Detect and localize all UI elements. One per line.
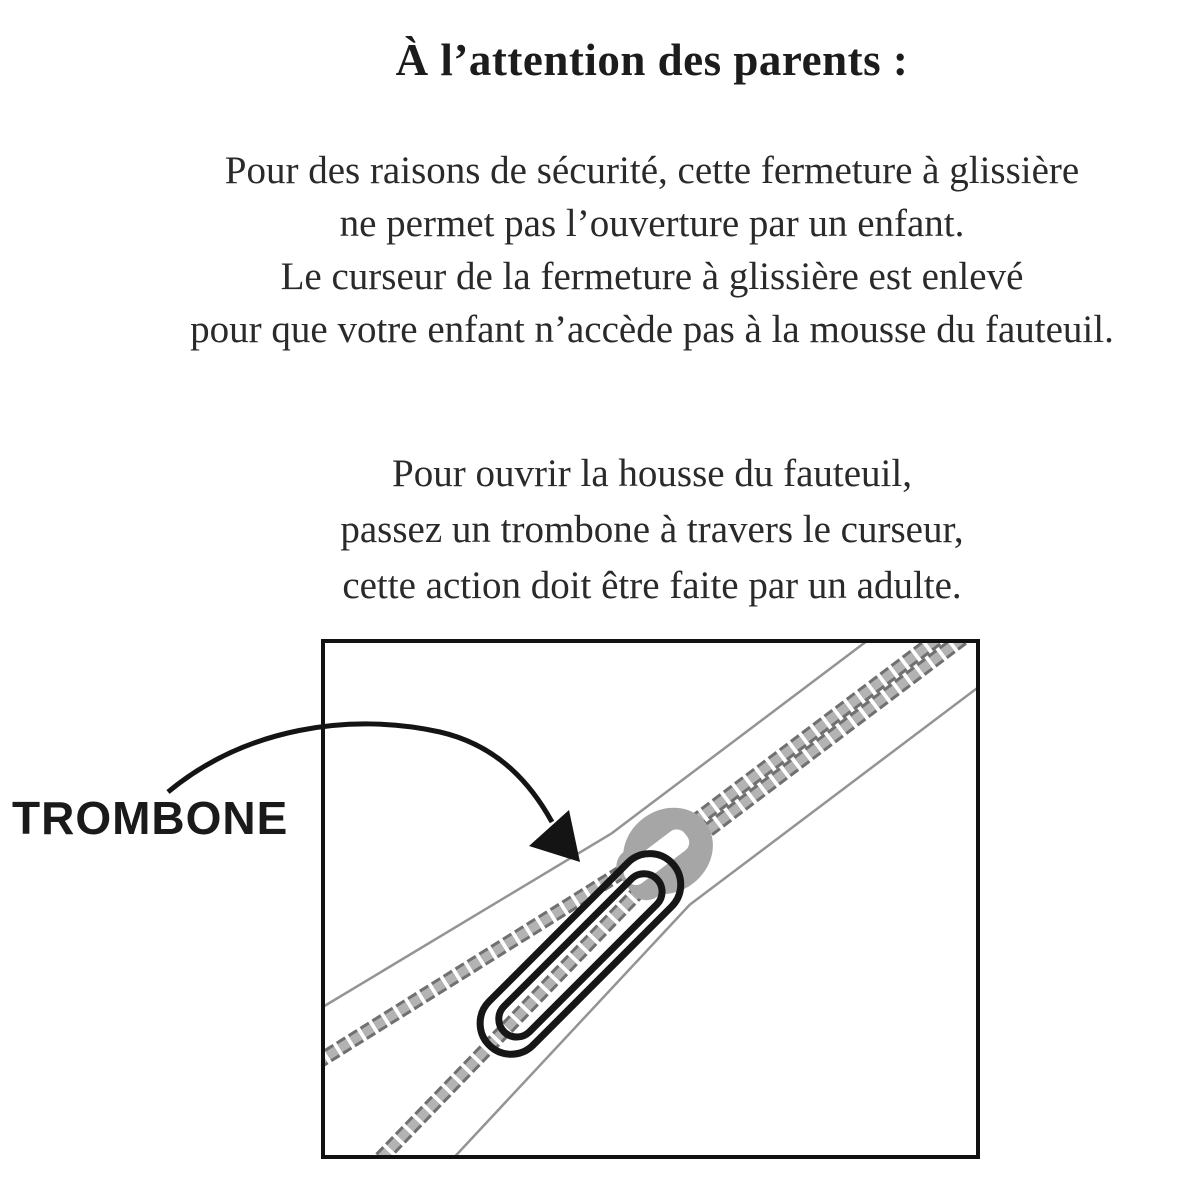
instructions-line: Pour ouvrir la housse du fauteuil, [392,452,912,495]
trombone-label: TROMBONE [12,792,289,844]
intro-line: Pour des raisons de sécurité, cette fermeture à glissière [224,149,1080,192]
intro-line: pour que votre enfant n’accède pas à la mousse du fauteuil. [190,308,1114,351]
page-title: À l’attention des parents : [395,35,909,85]
instructions-paragraph [104,446,1200,614]
instructions-line: cette action doit être faite par un adulte. [342,564,962,607]
instructions-line: passez un trombone à travers le curseur, [340,508,964,551]
intro-paragraph [104,144,1200,356]
zipper-illustration [0,620,1200,1200]
intro-line: ne permet pas l’ouverture par un enfant. [339,202,965,245]
intro-line: Le curseur de la fermeture à glissière est enlevé [280,255,1024,298]
